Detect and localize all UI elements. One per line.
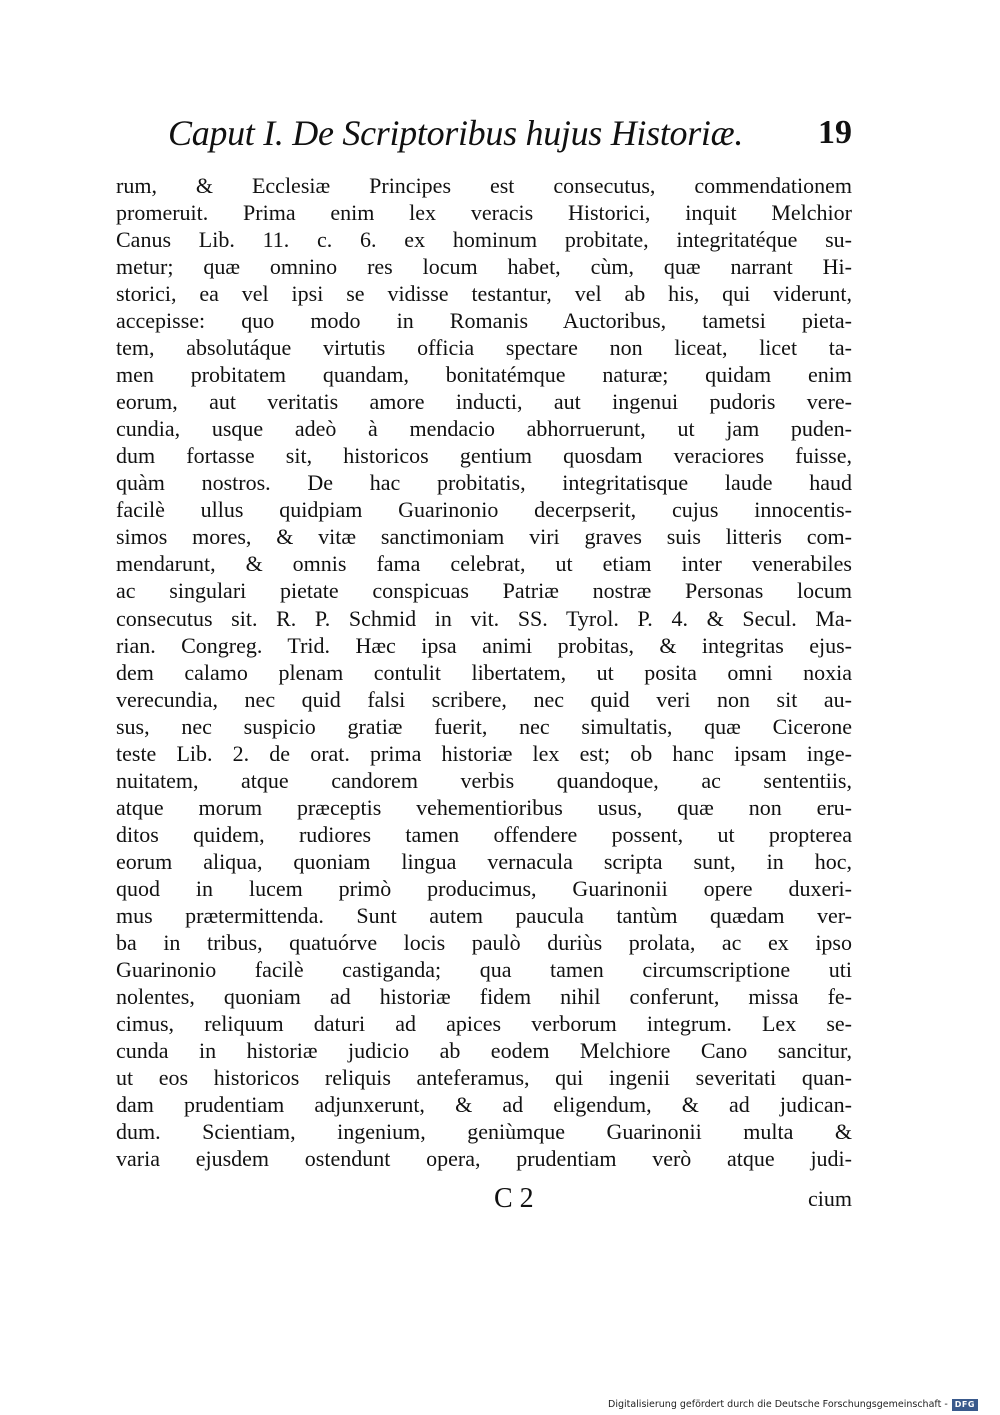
text-line: Canus Lib. 11. c. 6. ex hominum probitate, integritatéque su- bbox=[116, 227, 852, 253]
text-line: dem calamo plenam contulit libertatem, ut posita omni noxia bbox=[116, 659, 852, 685]
page-number: 19 bbox=[818, 114, 852, 151]
text-line: ac singulari pietate conspicuas Patriæ nostræ Personas locum bbox=[116, 578, 852, 604]
body-text bbox=[116, 172, 852, 1172]
text-line: mus prætermittenda. Sunt autem paucula tantùm quædam ver- bbox=[116, 902, 852, 928]
text-line: rum, & Ecclesiæ Principes est consecutus, commendationem bbox=[116, 173, 852, 198]
signature-mark: C 2 bbox=[494, 1183, 534, 1214]
text-line: simos mores, & vitæ sanctimoniam viri graves suis litteris com- bbox=[116, 524, 852, 550]
text-line: metur; quæ omnino res locum habet, cùm, quæ narrant Hi- bbox=[116, 254, 852, 280]
text-line: ba in tribus, quatuórve locis paulò duriùs prolata, ac ex ipso bbox=[116, 929, 852, 955]
text-line: ditos quidem, rudiores tamen offendere possent, ut propterea bbox=[116, 821, 852, 847]
text-line: accepisse: quo modo in Romanis Auctoribus, tametsi pieta- bbox=[116, 308, 852, 334]
text-line: nuitatem, atque candorem verbis quandoque, ac sententiis, bbox=[116, 767, 852, 793]
text-line: nolentes, quoniam ad historiæ fidem nihil conferunt, missa fe- bbox=[116, 983, 852, 1009]
text-line: storici, ea vel ipsi se vidisse testantur, vel ab his, qui viderunt, bbox=[116, 281, 852, 307]
page-footer bbox=[116, 1182, 852, 1216]
running-header bbox=[168, 108, 858, 158]
text-line: cimus, reliquum daturi ad apices verborum integrum. Lex se- bbox=[116, 1010, 852, 1036]
digitization-credit bbox=[608, 1398, 978, 1412]
text-line: promeruit. Prima enim lex veracis Historici, inquit Melchior bbox=[116, 200, 852, 226]
text-line: cundia, usque adeò à mendacio abhorruerunt, ut jam puden- bbox=[116, 416, 852, 442]
credit-text: Digitalisierung gefördert durch die Deutsche Forschungsgemeinschaft - bbox=[608, 1399, 948, 1410]
dfg-logo-icon: DFG bbox=[952, 1399, 978, 1411]
text-line: dum. Scientiam, ingenium, geniùmque Guarinonii multa & bbox=[116, 1119, 852, 1145]
text-line: quod in lucem primò producimus, Guarinonii opere duxeri- bbox=[116, 875, 852, 901]
text-line: quàm nostros. De hac probitatis, integritatisque laude haud bbox=[116, 470, 852, 496]
text-line: dum fortasse sit, historicos gentium quosdam veraciores fuisse, bbox=[116, 443, 852, 469]
text-line: ut eos historicos reliquis anteferamus, qui ingenii severitati quan- bbox=[116, 1065, 852, 1091]
text-line: eorum, aut veritatis amore inducti, aut ingenui pudoris vere- bbox=[116, 389, 852, 415]
text-line: verecundia, nec quid falsi scribere, nec quid veri non sit au- bbox=[116, 686, 852, 712]
catchword: cium bbox=[808, 1186, 852, 1211]
text-line: tem, absolutáque virtutis officia spectare non liceat, licet ta- bbox=[116, 335, 852, 361]
text-line: cunda in historiæ judicio ab eodem Melchiore Cano sancitur, bbox=[116, 1038, 852, 1063]
text-line: atque morum præceptis vehementioribus usus, quæ non eru- bbox=[116, 794, 852, 820]
text-line: consecutus sit. R. P. Schmid in vit. SS. Tyrol. P. 4. & Secul. Ma- bbox=[116, 605, 852, 631]
running-title: Caput I. De Scriptoribus hujus Historiæ. bbox=[168, 113, 744, 153]
text-line: rian. Congreg. Trid. Hæc ipsa animi probitas, & integritas ejus- bbox=[116, 632, 852, 658]
text-line: men probitatem quandam, bonitatémque naturæ; quidam enim bbox=[116, 362, 852, 388]
text-line: varia ejusdem ostendunt opera, prudentiam verò atque judi- bbox=[116, 1146, 852, 1172]
text-line: sus, nec suspicio gratiæ fuerit, nec simultatis, quæ Cicerone bbox=[116, 713, 852, 739]
text-line: Guarinonio facilè castiganda; qua tamen circumscriptione uti bbox=[116, 956, 852, 982]
text-line: mendarunt, & omnis fama celebrat, ut etiam inter venerabiles bbox=[116, 551, 852, 577]
text-line: facilè ullus quidpiam Guarinonio decerpserit, cujus innocentis- bbox=[116, 497, 852, 523]
text-line: eorum aliqua, quoniam lingua vernacula scripta sunt, in hoc, bbox=[116, 848, 852, 874]
text-line: teste Lib. 2. de orat. prima historiæ lex est; ob hanc ipsam inge- bbox=[116, 740, 852, 766]
text-line: dam prudentiam adjunxerunt, & ad eligendum, & ad judican- bbox=[116, 1092, 852, 1118]
